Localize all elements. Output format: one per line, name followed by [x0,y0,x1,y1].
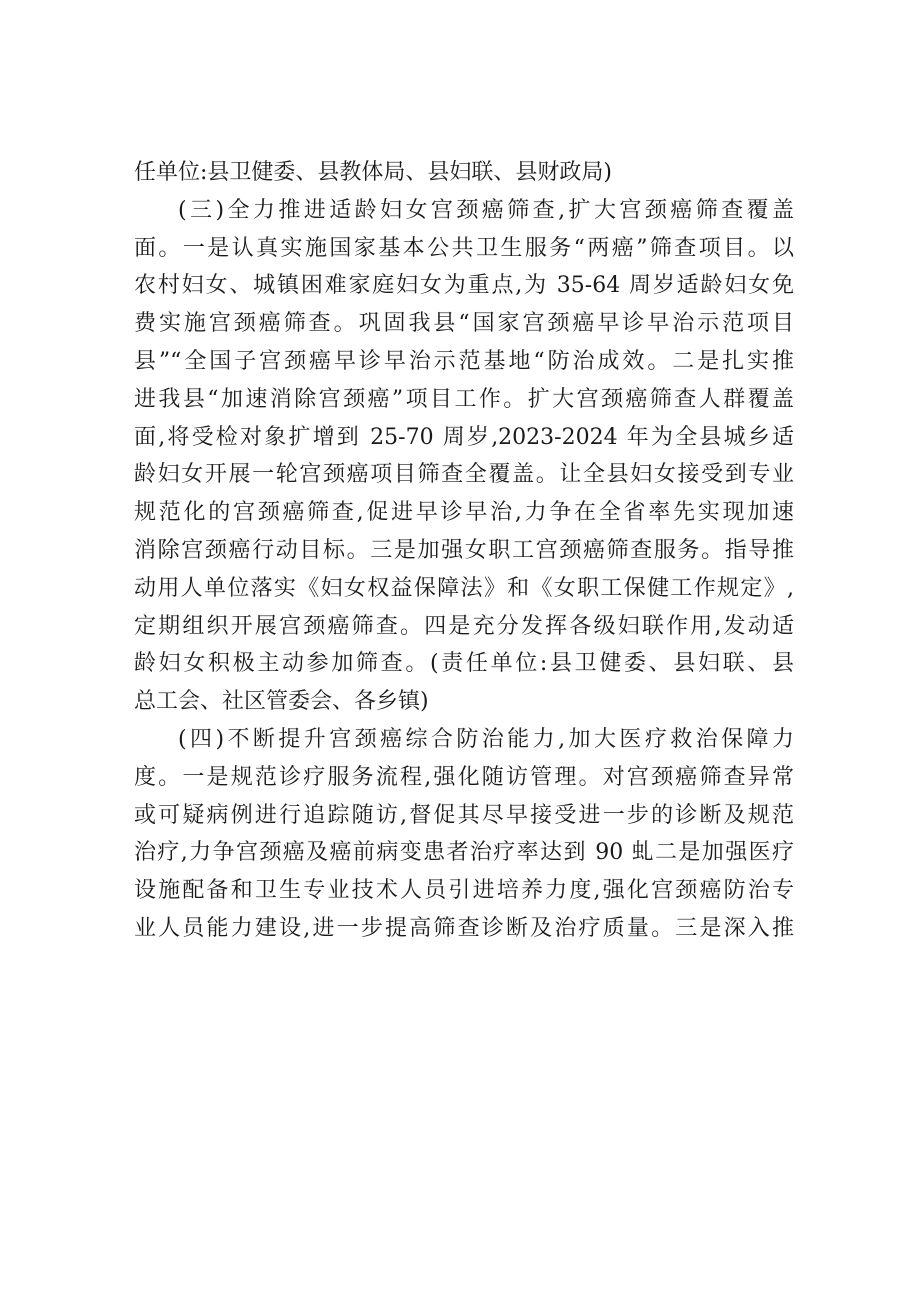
text-line: 总工会、社区管委会、各乡镇) [134,689,429,715]
text-line: 动用人单位落实《妇女权益保障法》和《女职工保健工作规定》, [134,575,794,601]
text-line: 进我县“加速消除宫颈癌”项目工作。扩大宫颈癌筛查人群覆盖 [134,386,794,412]
text-line: 规范化的宫颈癌筛查,促进早诊早治,力争在全省率先实现加速 [134,500,794,526]
text-line: 任单位:县卫健委、县教体局、县妇联、县财政局) [134,160,612,185]
text-line: 消除宫颈癌行动目标。三是加强女职工宫颈癌筛查服务。指导推 [134,537,794,563]
body-text [134,154,794,948]
paragraph-heading-line: (四)不断提升宫颈癌综合防治能力,加大医疗救治保障力 [178,726,794,752]
text-line: 度。一是规范诊疗服务流程,强化随访管理。对宫颈癌筛查异常 [134,764,794,790]
text-line: 业人员能力建设,进一步提高筛查诊断及治疗质量。三是深入推 [134,915,794,941]
text-line: 定期组织开展宫颈癌筛查。四是充分发挥各级妇联作用,发动适 [134,613,794,639]
text-line: 龄妇女积极主动参加筛查。(责任单位:县卫健委、县妇联、县 [134,651,794,677]
text-line: 面。一是认真实施国家基本公共卫生服务“两癌”筛查项目。以 [134,235,794,261]
text-line: 县”“全国子宫颈癌早诊早治示范基地“防治成效。二是扎实推 [134,348,794,374]
text-line: 或可疑病例进行追踪随访,督促其尽早接受进一步的诊断及规范 [134,802,794,828]
text-line: 费实施宫颈癌筛查。巩固我县“国家宫颈癌早诊早治示范项目 [134,311,794,337]
paragraph-heading-line: (三)全力推进适龄妇女宫颈癌筛查,扩大宫颈癌筛查覆盖 [178,197,794,223]
text-line: 农村妇女、城镇困难家庭妇女为重点,为 35-64 周岁适龄妇女免 [134,273,794,299]
text-line: 治疗,力争宫颈癌及癌前病变患者治疗率达到 90 虬二是加强医疗 [134,840,794,866]
text-line: 龄妇女开展一轮宫颈癌项目筛查全覆盖。让全县妇女接受到专业 [134,462,794,488]
text-line: 面,将受检对象扩增到 25-70 周岁,2023-2024 年为全县城乡适 [134,424,794,450]
text-line: 设施配备和卫生专业技术人员引进培养力度,强化宫颈癌防治专 [134,878,794,904]
